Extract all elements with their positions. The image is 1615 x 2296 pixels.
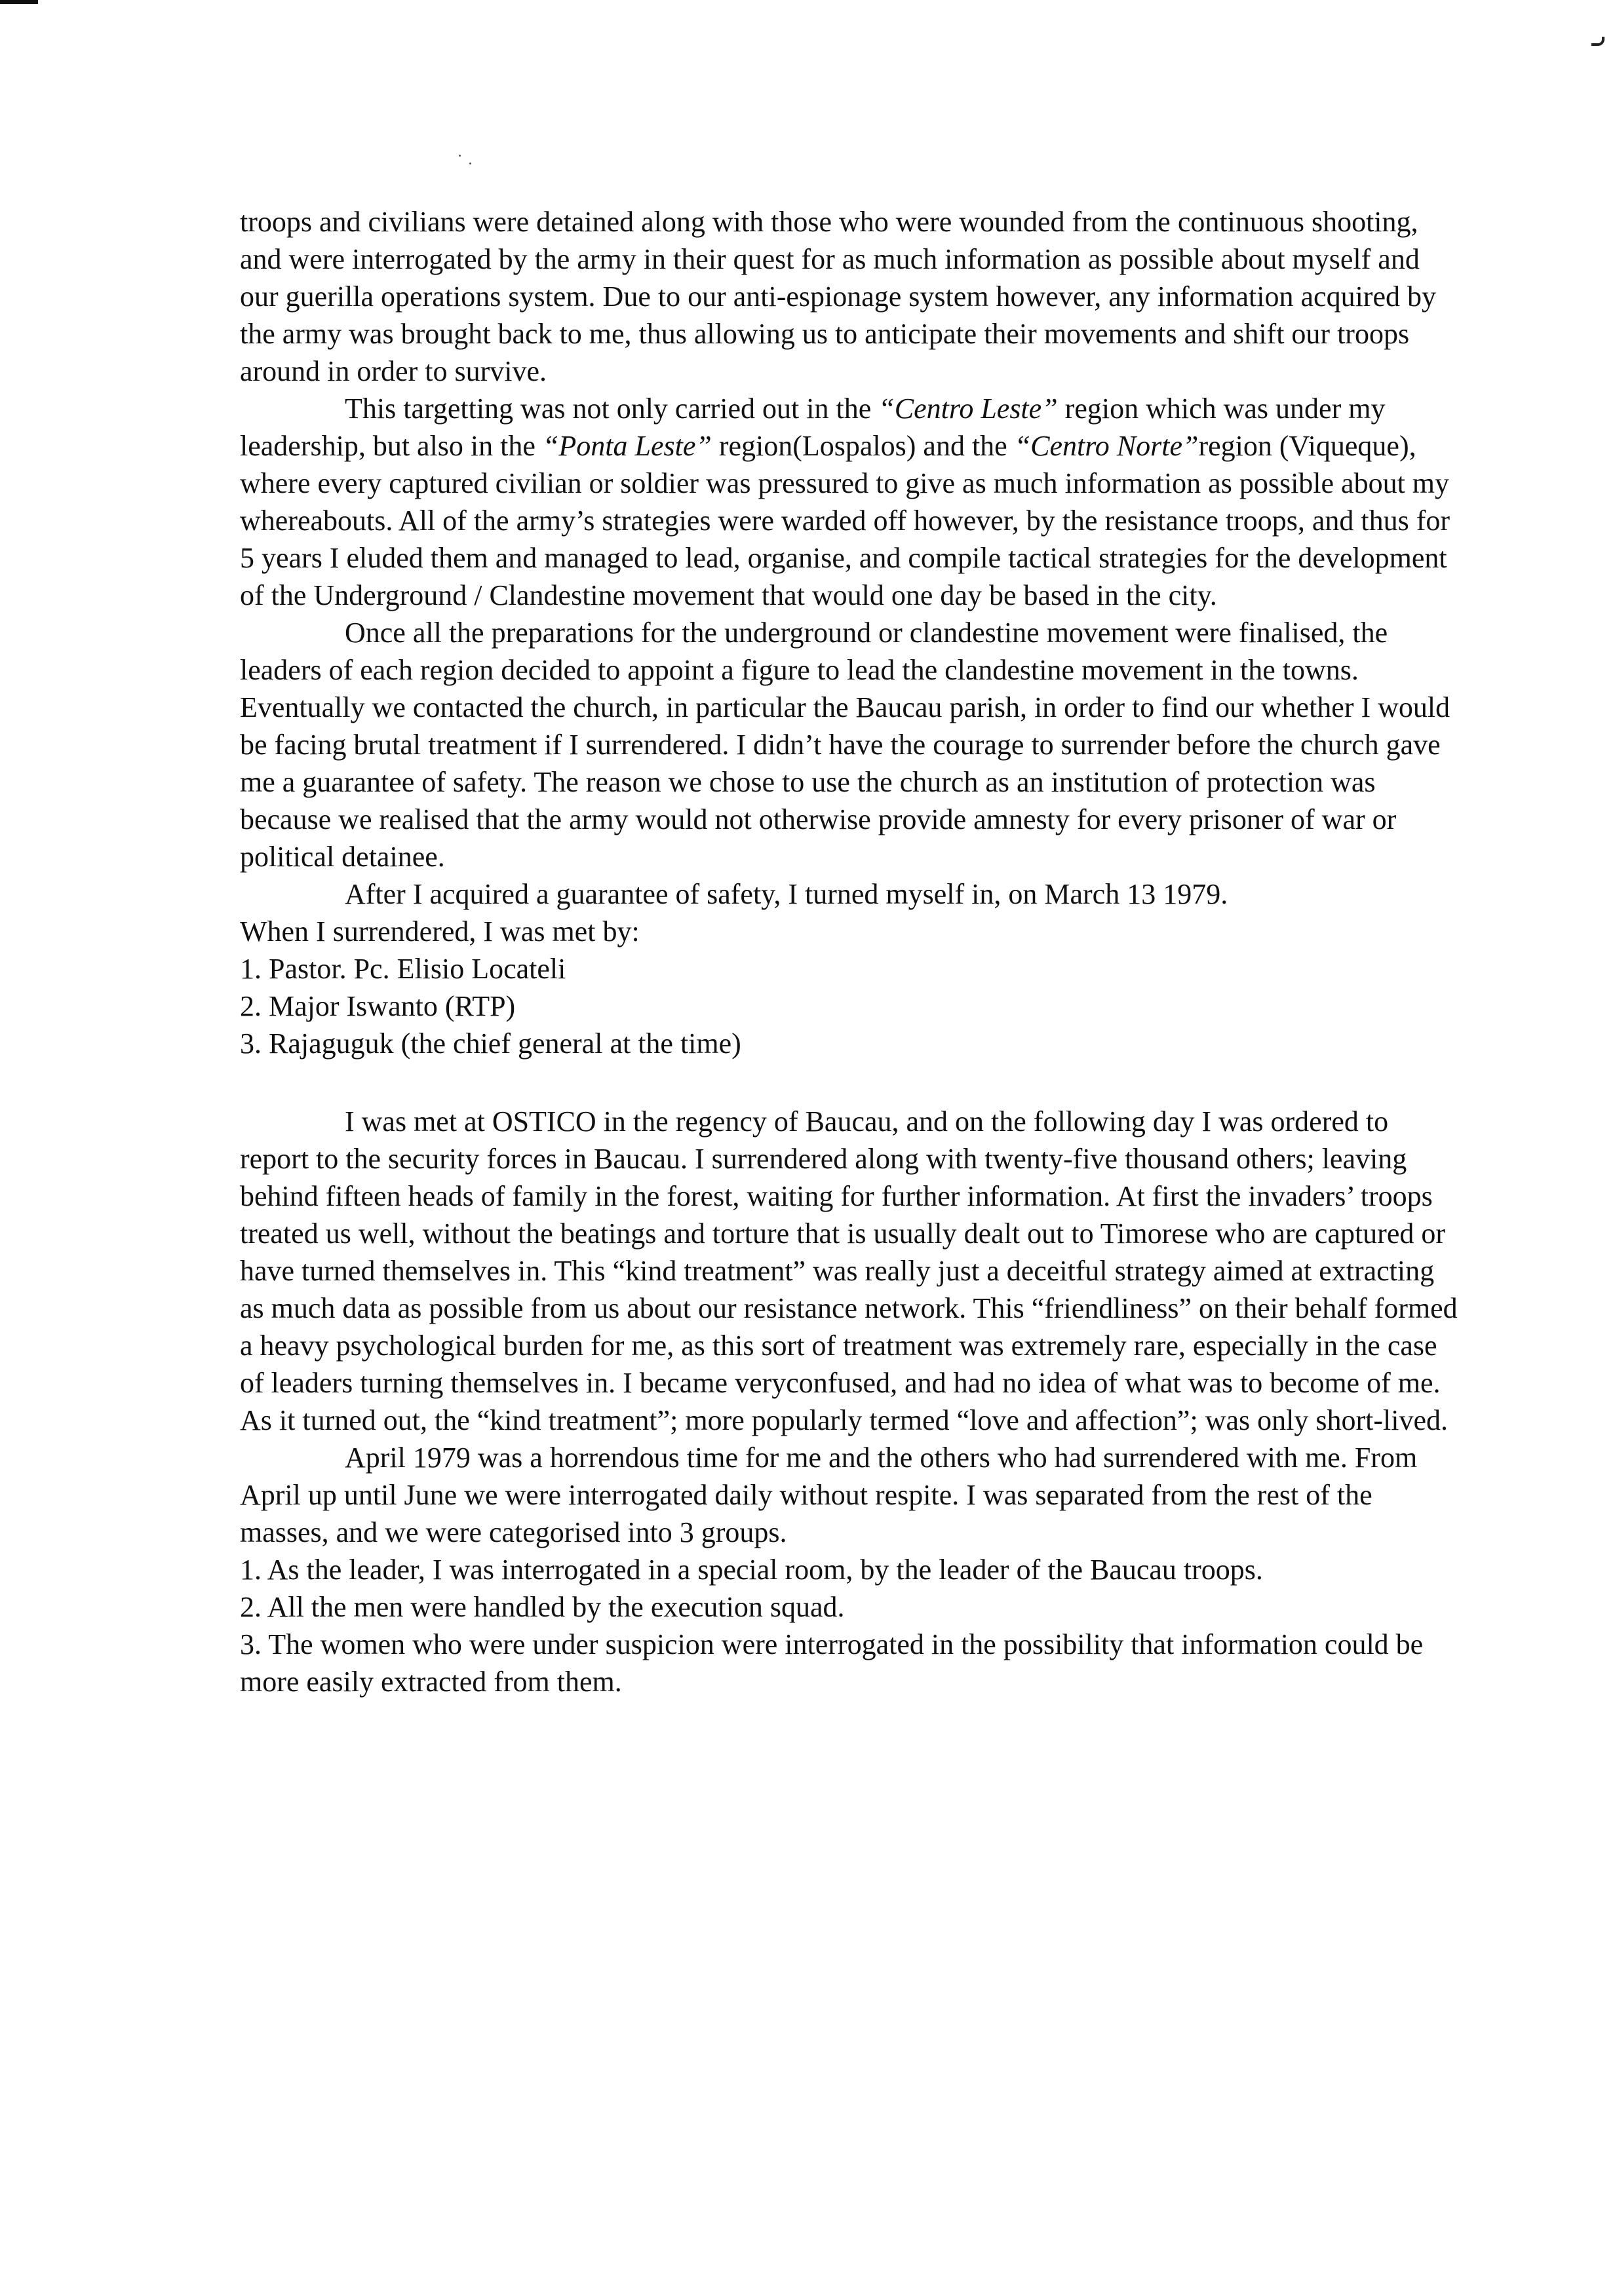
list-item: 3. Rajaguguk (the chief general at the time) <box>240 1027 741 1060</box>
text-span: This targetting was not only carried out in the <box>345 392 879 425</box>
paragraph-ostico: I was met at OSTICO in the regency of Baucau, and on the following day I was ordered to report to the security forces in Baucau. I surrendered along with twenty-five thousand others; leaving behind fifteen heads of family in the forest, waiting for further information. At first the invaders’ troops treated us well, without the beatings and torture that is usually dealt out to Timorese who are captured or have turned themselves in. This “kind treatment” was really just a deceitful strategy aimed at extracting as much data as possible from us about our resistance network. This “friendliness” on their behalf formed a heavy psychological burden for me, as this sort of treatment was extremely rare, especially in the case of leaders turning themselves in. I became veryconfused, and had no idea of what was to become of me. As it turned out, the “kind treatment”; more popularly termed “love and affection”; was only short-lived. <box>240 1105 1458 1436</box>
scan-speck <box>459 155 461 157</box>
scan-corner-mark <box>1591 37 1605 46</box>
list-item: 1. Pastor. Pc. Elisio Locateli <box>240 953 566 985</box>
text-span: region(Lospalos) and the <box>711 430 1015 462</box>
scan-edge-mark <box>0 0 38 4</box>
scan-speck <box>469 163 471 164</box>
list-groups <box>240 1551 1459 1700</box>
paragraph-preparations: Once all the preparations for the underground or clandestine movement were finalised, the leaders of each region decided to appoint a figure to lead the clandestine movement in the towns. Eventually we contacted the church, in particular the Baucau parish, in order to find our whether I would be facing brutal treatment if I surrendered. I didn’t have the courage to surrender before the church gave me a guarantee of safety. The reason we chose to use the church as an institution of protection was because we realised that the army would not otherwise provide amnesty for every prisoner of war or political detainee. <box>240 617 1450 873</box>
paragraph-met-by: When I surrendered, I was met by: <box>240 915 640 947</box>
list-item: 1. As the leader, I was interrogated in a special room, by the leader of the Baucau troops. <box>240 1554 1263 1586</box>
spacer <box>240 1062 1459 1103</box>
document-body <box>240 203 1459 1700</box>
text-span: region (Viqueque), where every captured civilian or soldier was pressured to give as much information as possible about my whereabouts. All of the army’s strategies were warded off however, by the resistance troops, and thus for 5 years I eluded them and managed to lead, organise, and compile tactical strategies for the development of the Underground / Clandestine movement that would one day be based in the city. <box>240 430 1450 611</box>
paragraph-april-1979: April 1979 was a horrendous time for me and the others who had surrendered with me. From April up until June we were interrogated daily without respite. I was separated from the rest of the masses, and we were categorised into 3 groups. <box>240 1442 1418 1548</box>
list-item: 2. Major Iswanto (RTP) <box>240 990 516 1022</box>
list-met-by <box>240 950 1459 1062</box>
text-span: region which was under my leadership, but also in the <box>240 392 1386 462</box>
paragraph-opening: troops and civilians were detained along with those who were wounded from the continuous shooting, and were interrogated by the army in their quest for as much information as possible about myself and our guerilla operations system. Due to our anti-espionage system however, any information acquired by the army was brought back to me, thus allowing us to anticipate their movements and shift our troops around in order to survive. <box>240 206 1436 387</box>
italic-term: “Ponta Leste” <box>542 430 712 462</box>
paragraph-targetting <box>240 390 1459 614</box>
italic-term: “Centro Norte” <box>1014 430 1199 462</box>
italic-term: “Centro Leste” <box>878 392 1058 425</box>
list-item: 3. The women who were under suspicion were interrogated in the possibility that information could be more easily extracted from them. <box>240 1628 1424 1698</box>
paragraph-surrender-date: After I acquired a guarantee of safety, I turned myself in, on March 13 1979. <box>345 878 1228 910</box>
list-item: 2. All the men were handled by the execution squad. <box>240 1591 845 1623</box>
